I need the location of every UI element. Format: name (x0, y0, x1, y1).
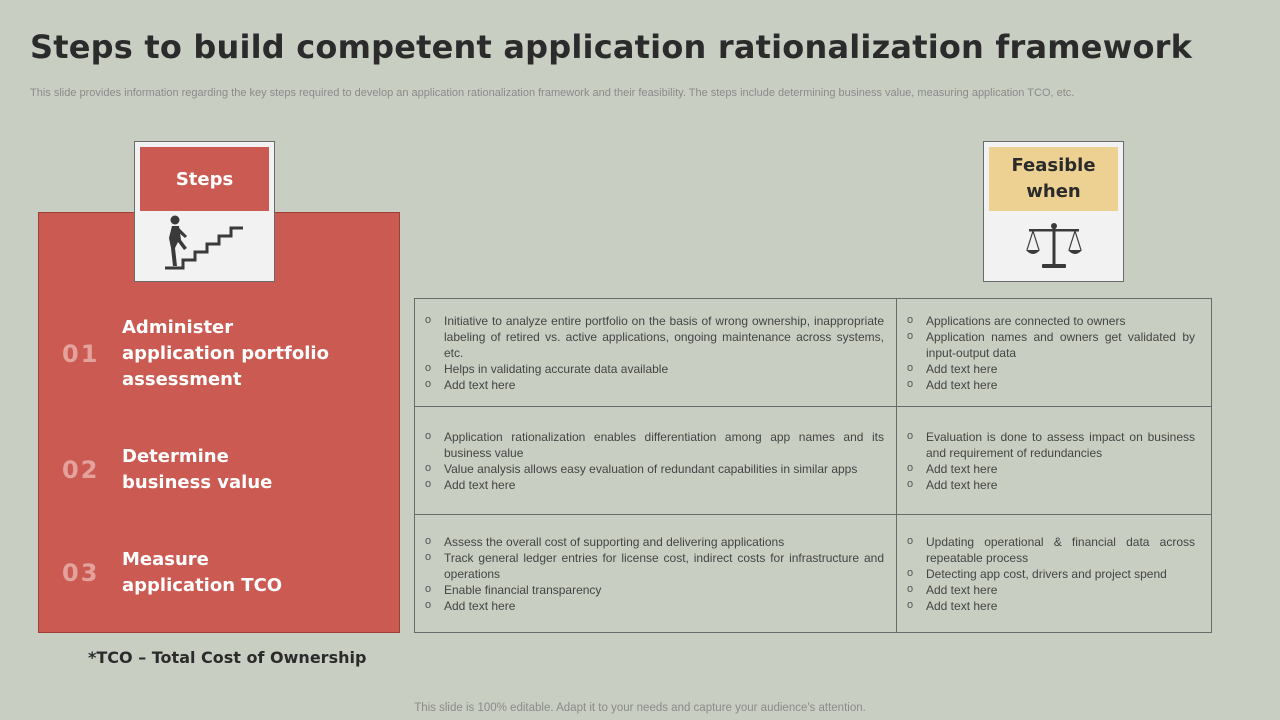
step-label: Measure application TCO (122, 549, 283, 596)
list-item: o Applications are connected to owners (907, 313, 1195, 329)
row-2-feasible-cell (897, 407, 1211, 515)
person-climbing-stairs-icon (163, 214, 247, 272)
row-1-feasible-cell (897, 299, 1211, 407)
list-item: o Add text here (907, 461, 1195, 477)
step-02 (62, 442, 392, 498)
footer-note: This slide is 100% editable. Adapt it to your needs and capture your audience's attention. (414, 702, 866, 714)
list-item: o Initiative to analyze entire portfolio on the basis of wrong ownership, inappropriate labeling of retired vs. active applications, ongoing maintenance across systems, etc. (425, 313, 884, 361)
list-item: o Updating operational & financial data across repeatable process (907, 534, 1195, 566)
feasible-header-card (983, 141, 1124, 282)
list-item: o Add text here (907, 361, 1195, 377)
page-title: Steps to build competent application rationalization framework (30, 28, 1193, 66)
step-number: 03 (62, 559, 100, 587)
balance-scale-icon (1025, 222, 1083, 270)
steps-header-label: Steps (140, 147, 269, 211)
row-3-feasible-cell (897, 515, 1211, 632)
row-1-steps-cell (415, 299, 897, 407)
steps-header-card (134, 141, 275, 282)
list-item: o Add text here (907, 582, 1195, 598)
list-item: o Detecting app cost, drivers and project spend (907, 566, 1195, 582)
list-item: o Add text here (907, 377, 1195, 393)
list-item: o Add text here (907, 477, 1195, 493)
step-label: Administer application portfolio assessment (122, 317, 329, 390)
list-item: o Add text here (425, 477, 884, 493)
step-01 (62, 314, 392, 394)
list-item: o Evaluation is done to assess impact on business and requirement of redundancies (907, 429, 1195, 461)
list-item: o Assess the overall cost of supporting and delivering applications (425, 534, 884, 550)
step-label: Determine business value (122, 446, 273, 493)
list-item: o Helps in validating accurate data available (425, 361, 884, 377)
list-item: o Value analysis allows easy evaluation of redundant capabilities in similar apps (425, 461, 884, 477)
list-item: o Add text here (425, 377, 884, 393)
list-item: o Add text here (425, 598, 884, 614)
step-number: 02 (62, 456, 100, 484)
list-item: o Application rationalization enables differentiation among app names and its business value (425, 429, 884, 461)
feasible-header-label: Feasible when (989, 147, 1118, 211)
row-3-steps-cell (415, 515, 897, 632)
step-03 (62, 545, 392, 601)
list-item: o Track general ledger entries for license cost, indirect costs for infrastructure and operations (425, 550, 884, 582)
footnote: *TCO – Total Cost of Ownership (88, 648, 367, 667)
framework-table (414, 298, 1212, 633)
list-item: o Enable financial transparency (425, 582, 884, 598)
list-item: o Application names and owners get validated by input-output data (907, 329, 1195, 361)
step-number: 01 (62, 340, 100, 368)
page-subtitle: This slide provides information regarding the key steps required to develop an application rationalization framework and their feasibility. The steps include determining business value, measuring application TCO, etc. (30, 87, 1075, 99)
row-2-steps-cell (415, 407, 897, 515)
list-item: o Add text here (907, 598, 1195, 614)
